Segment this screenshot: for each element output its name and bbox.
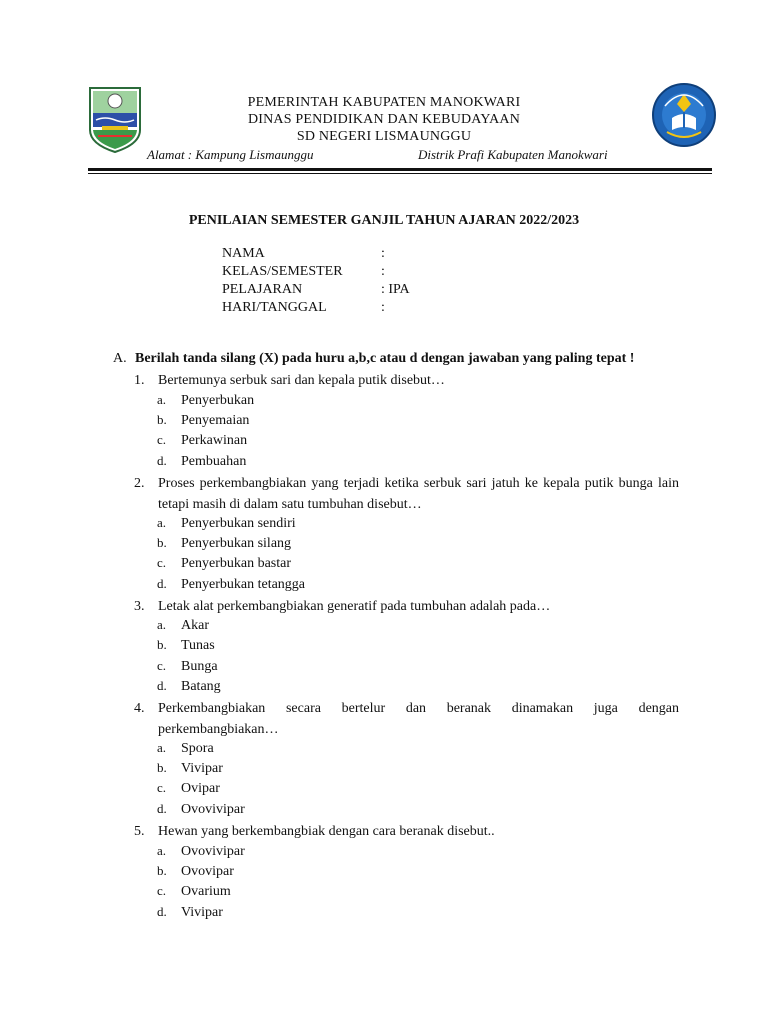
option-5a[interactable] [157,843,245,860]
question-number: 2. [134,476,145,491]
header-district: Distrik Prafi Kabupaten Manokwari [418,147,608,162]
header-divider-thick [88,168,712,171]
option-text: Akar [181,618,209,633]
option-text: Penyerbukan tetangga [181,577,306,592]
option-text: Penyerbukan bastar [181,556,292,571]
option-text: Tunas [181,638,215,653]
option-letter: c. [157,555,167,570]
option-4d[interactable] [157,801,245,818]
option-text: Vivipar [181,905,223,920]
option-3d[interactable] [157,678,221,695]
option-letter: d. [157,904,167,919]
info-value-pelajaran: : IPA [381,282,410,297]
option-letter: b. [157,863,167,878]
question-number: 5. [134,824,145,839]
option-3b[interactable] [157,637,215,654]
info-value-nama: : [381,246,385,261]
option-letter: c. [157,432,167,447]
question-text: Letak alat perkembangbiakan generatif pada tumbuhan adalah pada… [158,599,551,614]
option-2b[interactable] [157,535,291,552]
info-label-nama: NAMA [222,246,265,261]
header-department-line: DINAS PENDIDIKAN DAN KEBUDAYAAN [247,112,521,127]
option-text: Vivipar [181,761,223,776]
question-3 [134,596,679,617]
option-letter: d. [157,453,167,468]
question-text: Perkembangbiakan secara bertelur dan beranak dinamakan juga dengan perkembangbiakan… [158,701,679,737]
option-5d[interactable] [157,904,223,921]
option-text: Ovovipar [181,864,234,879]
exam-title: PENILAIAN SEMESTER GANJIL TAHUN AJARAN 2022/2023 [188,213,580,228]
option-text: Ovarium [181,884,231,899]
section-a-instruction [113,351,634,367]
option-4a[interactable] [157,740,214,757]
question-text: Proses perkembangbiakan yang terjadi ketika serbuk sari jatuh ke kepala putik bunga lain tetapi masih di dalam satu tumbuhan disebut… [158,476,679,512]
option-letter: d. [157,678,167,693]
info-value-hari-tanggal: : [381,300,385,315]
option-text: Penyerbukan [181,393,255,408]
option-2a[interactable] [157,515,296,532]
option-text: Perkawinan [181,433,248,448]
option-text: Penyerbukan sendiri [181,516,296,531]
option-1d[interactable] [157,453,246,470]
option-5b[interactable] [157,863,234,880]
question-4 [134,698,679,740]
question-text: Hewan yang berkembangbiak dengan cara beranak disebut.. [158,824,495,839]
question-text: Bertemunya serbuk sari dan kepala putik disebut… [158,373,445,388]
option-1c[interactable] [157,432,247,449]
question-number: 4. [134,701,145,716]
header-school-name: SD NEGERI LISMAUNGGU [296,129,472,144]
option-letter: b. [157,535,167,550]
question-5 [134,821,679,842]
option-letter: a. [157,515,167,530]
option-text: Penyerbukan silang [181,536,292,551]
option-letter: c. [157,780,167,795]
header-government-line: PEMERINTAH KABUPATEN MANOKWARI [247,95,521,110]
option-text: Penyemaian [181,413,250,428]
option-text: Ovovivipar [181,802,245,817]
info-label-kelas-semester: KELAS/SEMESTER [222,264,343,279]
option-letter: b. [157,760,167,775]
option-letter: a. [157,740,167,755]
option-3c[interactable] [157,658,218,675]
question-number: 1. [134,373,145,388]
option-letter: d. [157,576,167,591]
option-letter: a. [157,843,167,858]
section-letter: A. [113,351,127,366]
option-text: Batang [181,679,221,694]
option-text: Ovovivipar [181,844,245,859]
question-2 [134,473,679,515]
option-3a[interactable] [157,617,209,634]
question-1 [134,370,679,391]
section-instruction-text: Berilah tanda silang (X) pada huru a,b,c atau d dengan jawaban yang paling tepat ! [135,351,635,366]
option-1b[interactable] [157,412,249,429]
option-text: Bunga [181,659,218,674]
option-4c[interactable] [157,780,220,797]
header-divider-thin [88,173,712,174]
option-2d[interactable] [157,576,305,593]
option-letter: b. [157,637,167,652]
option-letter: b. [157,412,167,427]
info-label-hari-tanggal: HARI/TANGGAL [222,300,327,315]
option-letter: c. [157,883,167,898]
option-letter: c. [157,658,167,673]
option-letter: a. [157,392,167,407]
option-5c[interactable] [157,883,231,900]
info-label-pelajaran: PELAJARAN [222,282,303,297]
question-number: 3. [134,599,145,614]
option-text: Spora [181,741,214,756]
option-4b[interactable] [157,760,223,777]
header-address: Alamat : Kampung Lismaunggu [147,147,314,162]
option-letter: a. [157,617,167,632]
option-2c[interactable] [157,555,291,572]
option-text: Ovipar [181,781,220,796]
info-value-kelas-semester: : [381,264,385,279]
option-1a[interactable] [157,392,254,409]
option-letter: d. [157,801,167,816]
option-text: Pembuahan [181,454,247,469]
